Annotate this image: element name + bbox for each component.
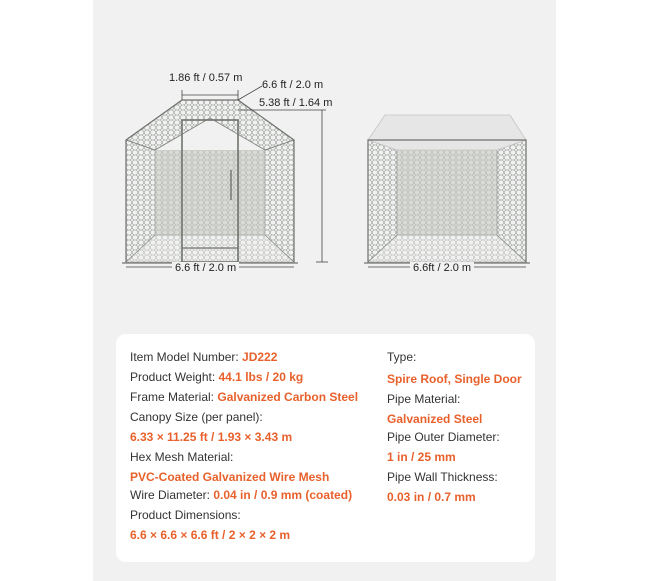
side-canopy — [368, 115, 526, 150]
spec-canopy-size-value: 6.33 × 11.25 ft / 1.93 × 3.43 m — [130, 430, 293, 444]
spec-model-value: JD222 — [242, 350, 278, 364]
height-label: 5.38 ft / 1.64 m — [259, 97, 333, 109]
spec-pipe-wall-thickness — [387, 470, 498, 485]
spec-product-dimensions-value-line — [130, 528, 290, 543]
spec-weight-label: Product Weight: — [130, 370, 219, 384]
spec-pipe-material-label: Pipe Material: — [387, 392, 461, 406]
side-mesh-back-hex — [397, 150, 497, 235]
spec-pipe-wall-thickness-value-line — [387, 490, 476, 505]
spec-canopy-size — [130, 410, 263, 425]
spec-product-dimensions-label: Product Dimensions: — [130, 508, 241, 522]
spec-type-value: Spire Roof, Single Door — [387, 372, 522, 386]
spec-pipe-wall-thickness-label: Pipe Wall Thickness: — [387, 470, 498, 484]
spec-weight — [130, 370, 303, 385]
spec-model-label: Item Model Number: — [130, 350, 243, 364]
depth-label: 6.6 ft / 2.0 m — [262, 79, 324, 91]
spec-type — [387, 350, 416, 365]
spec-pipe-outer-diameter-label: Pipe Outer Diameter: — [387, 430, 500, 444]
spec-canopy-size-value-line — [130, 430, 292, 445]
front-mesh-back-hex — [155, 150, 265, 235]
front-width-label: 6.6 ft / 2.0 m — [172, 262, 239, 274]
spec-model — [130, 350, 277, 365]
side-view — [364, 115, 530, 267]
spec-product-dimensions — [130, 508, 241, 523]
spec-type-value-line — [387, 372, 522, 387]
spec-frame-material-label: Frame Material: — [130, 390, 218, 404]
spec-mesh-material-value-line — [130, 470, 329, 485]
spec-weight-value: 44.1 lbs / 20 kg — [218, 370, 304, 384]
spec-frame-material-value: Galvanized Carbon Steel — [217, 390, 359, 404]
spec-product-dimensions-value: 6.6 × 6.6 × 6.6 ft / 2 × 2 × 2 m — [130, 528, 291, 542]
spec-pipe-wall-thickness-value: 0.03 in / 0.7 mm — [387, 490, 476, 504]
spec-frame-material — [130, 390, 358, 405]
side-width-label: 6.6ft / 2.0 m — [410, 262, 474, 274]
spec-pipe-material — [387, 392, 460, 407]
spec-wire-diameter — [130, 488, 352, 503]
spec-wire-diameter-value: 0.04 in / 0.9 mm (coated) — [213, 488, 353, 502]
front-view — [122, 86, 328, 267]
spec-pipe-material-value: Galvanized Steel — [387, 412, 483, 426]
spec-wire-diameter-label: Wire Diameter: — [130, 488, 214, 502]
spec-pipe-outer-diameter — [387, 430, 500, 445]
spec-canopy-size-label: Canopy Size (per panel): — [130, 410, 263, 424]
spec-pipe-outer-diameter-value-line — [387, 450, 456, 465]
ridge-width-label: 1.86 ft / 0.57 m — [169, 72, 243, 84]
spec-mesh-material — [130, 450, 233, 465]
spec-mesh-material-value: PVC-Coated Galvanized Wire Mesh — [130, 470, 330, 484]
spec-type-label: Type: — [387, 350, 417, 364]
spec-mesh-material-label: Hex Mesh Material: — [130, 450, 234, 464]
spec-pipe-material-value-line — [387, 412, 482, 427]
spec-pipe-outer-diameter-value: 1 in / 25 mm — [387, 450, 456, 464]
